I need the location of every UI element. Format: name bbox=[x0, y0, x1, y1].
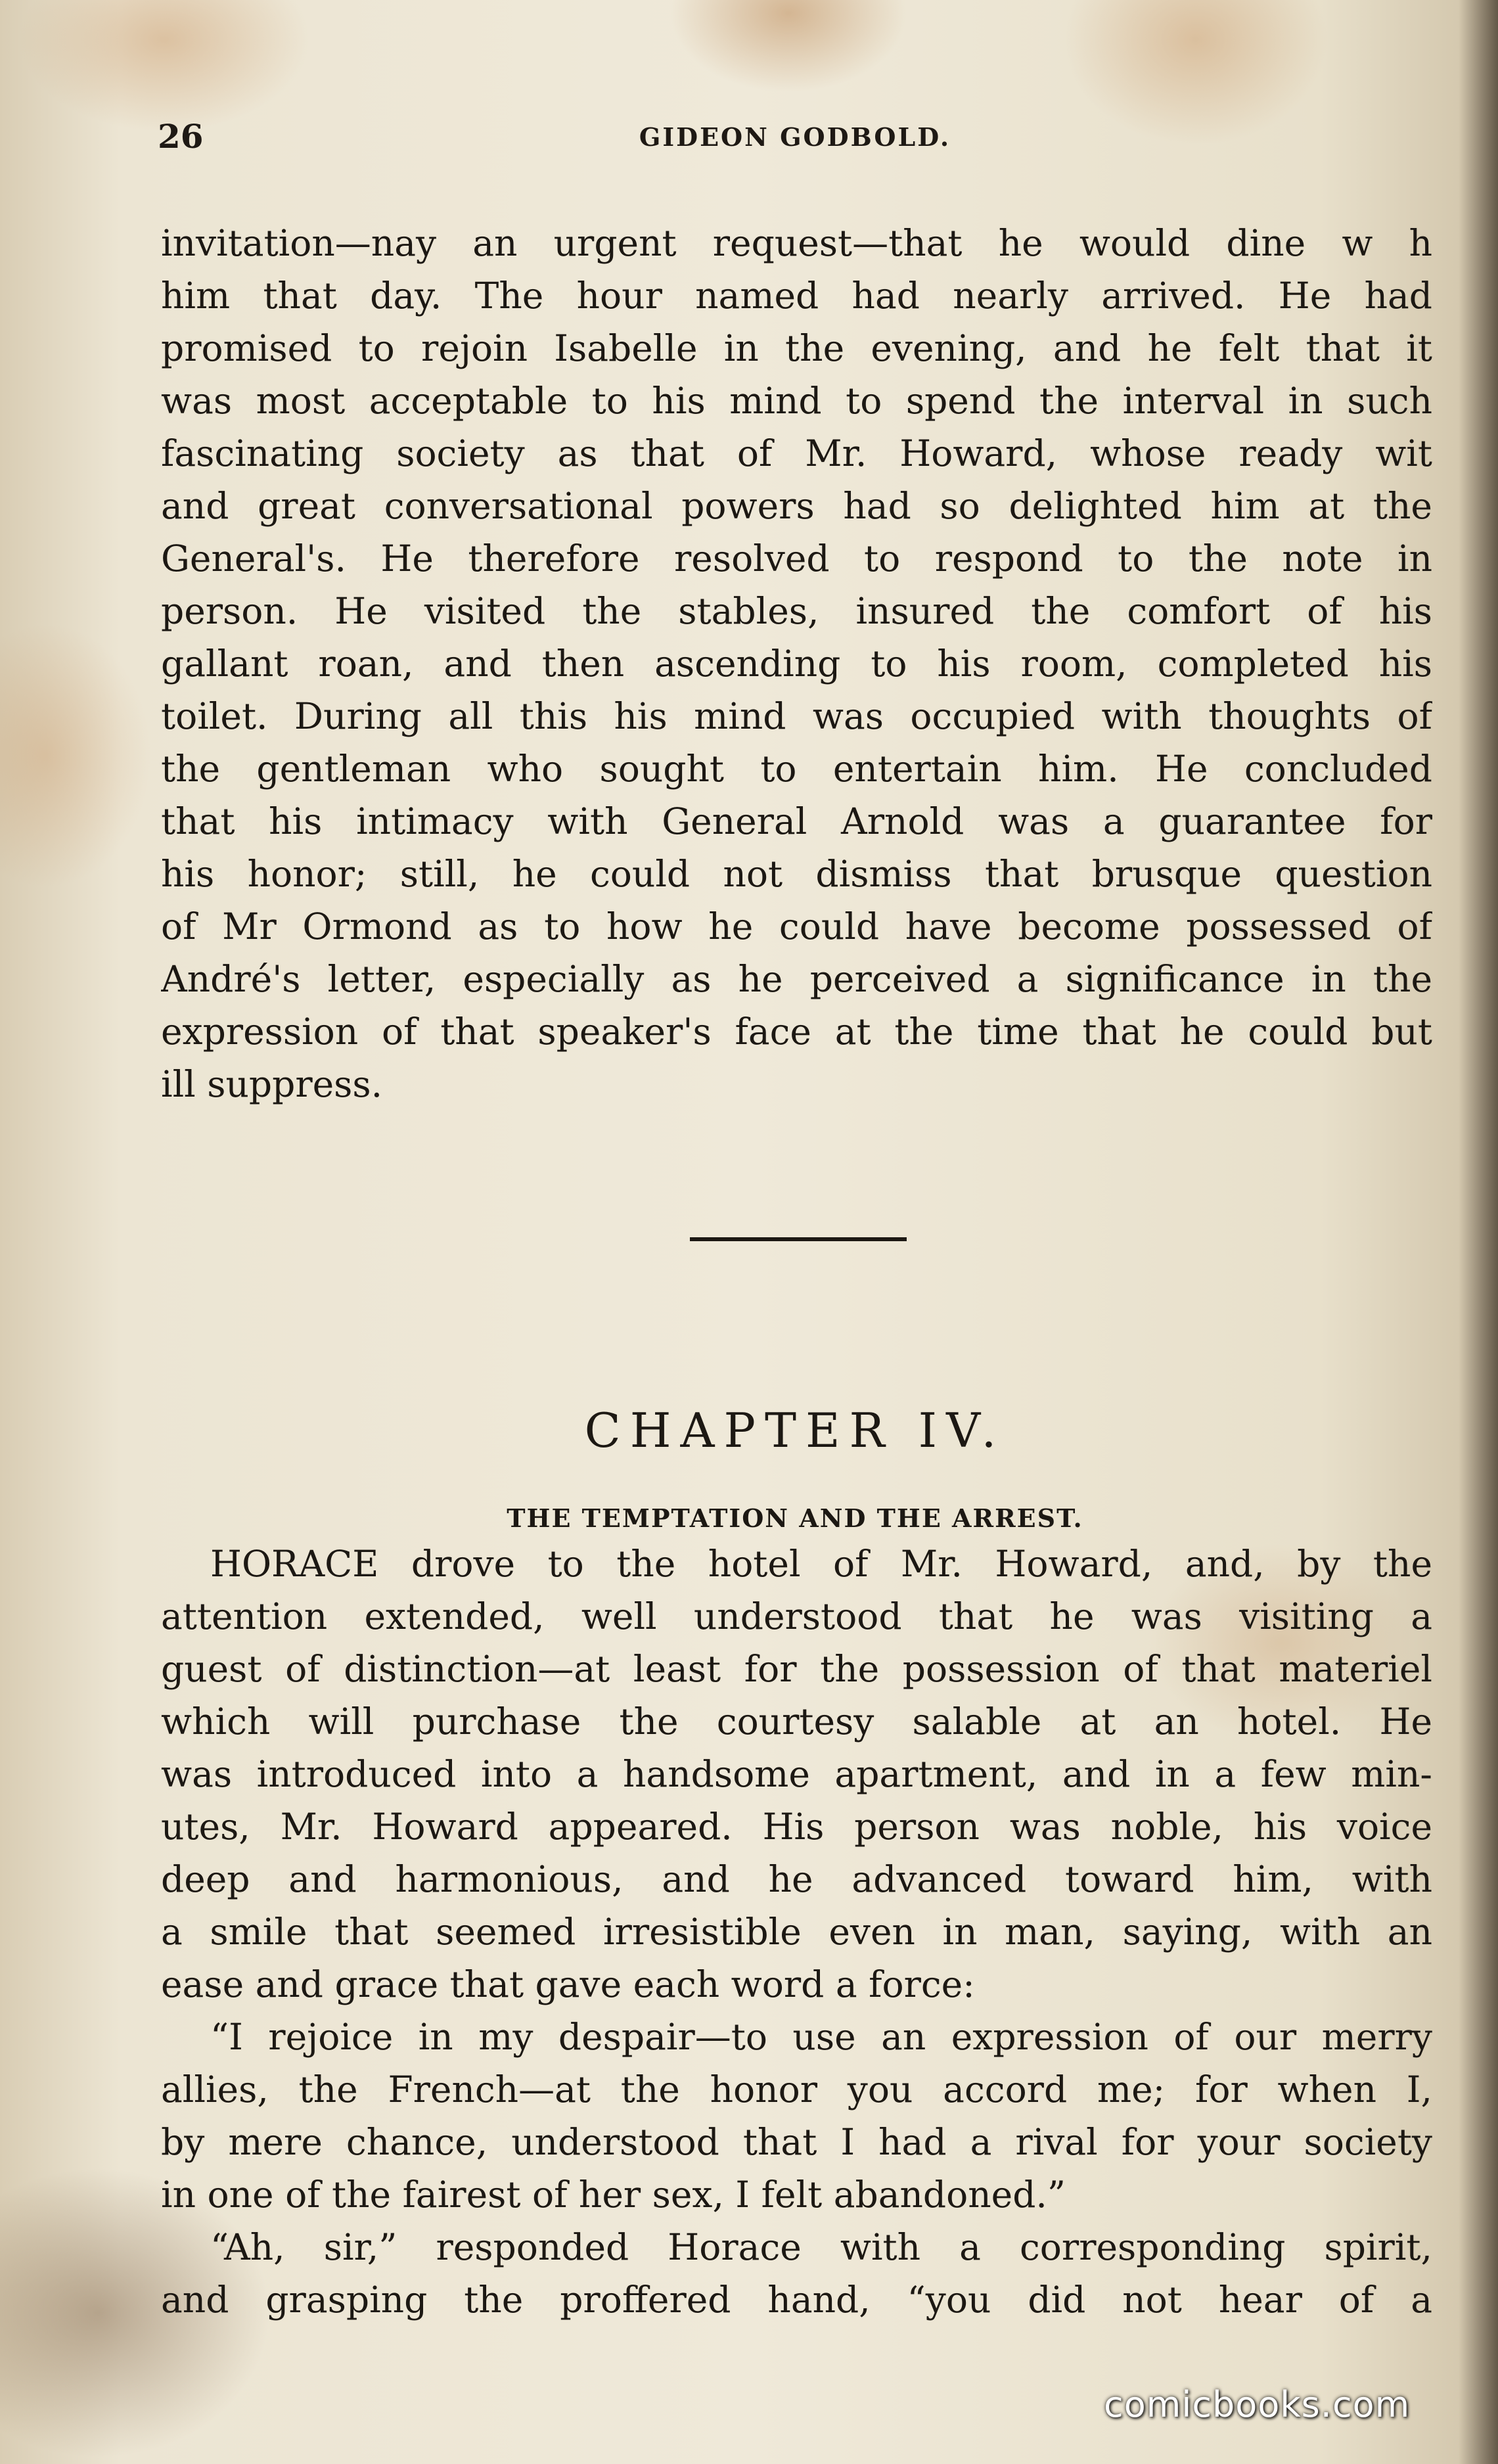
page-header bbox=[158, 117, 1432, 163]
text-line: attention extended, well understood that he was visiting a bbox=[161, 1595, 1432, 1637]
text-line: deep and harmonious, and he advanced toward him, with bbox=[161, 1858, 1432, 1900]
text-line: gallant roan, and then ascending to his room, completed his bbox=[161, 643, 1432, 685]
text-line: in one of the fairest of her sex, I felt abandoned.” bbox=[161, 2174, 1066, 2216]
text-line: of Mr Ormond as to how he could have become possessed of bbox=[161, 905, 1432, 947]
text-line: ill suppress. bbox=[161, 1063, 383, 1105]
text-line: “Ah, sir,” responded Horace with a corresponding spirit, bbox=[210, 2226, 1432, 2268]
text-line: was introduced into a handsome apartment, and in a few min- bbox=[161, 1753, 1432, 1795]
text-line: promised to rejoin Isabelle in the evening, and he felt that it bbox=[161, 327, 1432, 369]
text-line: his honor; still, he could not dismiss that brusque question bbox=[161, 853, 1432, 895]
text-line: him that day. The hour named had nearly arrived. He had bbox=[161, 275, 1432, 317]
running-title: GIDEON GODBOLD. bbox=[639, 122, 951, 152]
text-line: André's letter, especially as he perceived a significance in the bbox=[161, 958, 1432, 1000]
text-line: the gentleman who sought to entertain him. He concluded bbox=[161, 748, 1432, 790]
site-watermark: comicbooks.com bbox=[1104, 2384, 1411, 2425]
text-line: invitation—nay an urgent request—that he would dine w h bbox=[161, 222, 1432, 264]
chapter-subtitle: THE TEMPTATION AND THE ARREST. bbox=[507, 1503, 1083, 1533]
text-line: which will purchase the courtesy salable at an hotel. He bbox=[161, 1700, 1432, 1743]
chapter-title: CHAPTER IV. bbox=[584, 1403, 1006, 1458]
text-line: fascinating society as that of Mr. Howard, whose ready wit bbox=[161, 432, 1432, 474]
text-line: person. He visited the stables, insured the comfort of his bbox=[161, 590, 1432, 632]
text-line: was most acceptable to his mind to spend the interval in such bbox=[161, 380, 1432, 422]
page-number: 26 bbox=[158, 117, 204, 156]
text-line: by mere chance, understood that I had a rival for your society bbox=[161, 2121, 1432, 2163]
text-line: HORACE drove to the hotel of Mr. Howard, and, by the bbox=[210, 1543, 1432, 1585]
text-line: General's. He therefore resolved to respond to the note in bbox=[161, 537, 1432, 580]
text-line: toilet. During all this his mind was occupied with thoughts of bbox=[161, 695, 1432, 737]
chapter-body bbox=[161, 1538, 1432, 2326]
text-line: that his intimacy with General Arnold was a guarantee for bbox=[161, 800, 1432, 842]
text-line: utes, Mr. Howard appeared. His person was noble, his voice bbox=[161, 1806, 1432, 1848]
text-line: ease and grace that gave each word a force: bbox=[161, 1963, 975, 2005]
text-line: and grasping the proffered hand, “you did not hear of a bbox=[161, 2279, 1432, 2321]
section-divider-rule bbox=[690, 1237, 907, 1241]
text-line: allies, the French—at the honor you accord me; for when I, bbox=[161, 2068, 1432, 2110]
text-line: guest of distinction—at least for the possession of that materiel bbox=[161, 1648, 1432, 1690]
text-line: and great conversational powers had so delighted him at the bbox=[161, 485, 1432, 527]
text-line: a smile that seemed irresistible even in man, saying, with an bbox=[161, 1911, 1432, 1953]
paragraph-continued bbox=[161, 217, 1432, 1110]
text-line: “I rejoice in my despair—to use an expression of our merry bbox=[210, 2016, 1432, 2058]
text-line: expression of that speaker's face at the time that he could but bbox=[161, 1011, 1432, 1053]
